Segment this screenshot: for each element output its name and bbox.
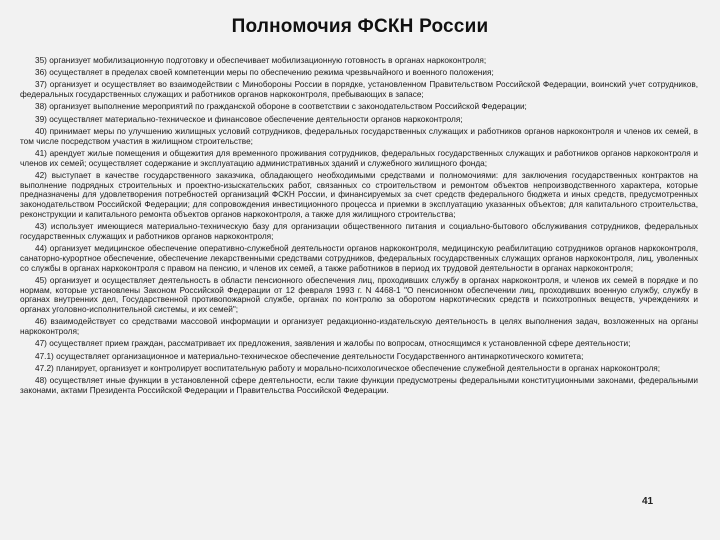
list-item: 41) арендует жилые помещения и общежития для временного проживания сотрудников, федеральных государственных служащих и работников органов наркоконтроля и членов их семей; осуществляет содержание и эксплуатацию административных зданий и служебного жилищного фонда; (20, 148, 698, 168)
list-item: 42) выступает в качестве государственного заказчика, обладающего необходимыми средствами и полномочиями: для заключения государственных контрактов на выполнение подрядных строительных и проектно-изыскательских работ, связанных со строительством и ремонтом объектов непроизводственного характера, которые предназначены для удовлетворения потребностей организаций ФСКН России, и финансируемых за счет средств федерального бюджета и иных средств, предусмотренных законодательством Российской Федерации; для сопровождения инвестиционного процесса и приемки в эксплуатацию указанных объектов; для капитального строительства, реконструкции и капитального ремонта объектов органов наркоконтроля, а также для жилищного строительства; (20, 170, 698, 219)
list-item: 37) организует и осуществляет во взаимодействии с Минобороны России в порядке, установленном Правительством Российской Федерации, воинский учет сотрудников, федеральных государственных служащих и работников органов наркоконтроля, пребывающих в запасе; (20, 80, 698, 100)
powers-list (20, 56, 698, 398)
list-item: 39) осуществляет материально-техническое и финансовое обеспечение деятельности органов наркоконтроля; (35, 114, 463, 124)
page-number: 41 (642, 496, 654, 507)
list-item: 43) использует имеющиеся материально-техническую базу для организации общественного питания и социально-бытового обслуживания сотрудников, федеральных государственных служащих и работников органов наркоконтроля; (20, 222, 698, 241)
list-item: 48) осуществляет иные функции в установленной сфере деятельности, если такие функции предусмотрены федеральными конституционными законами, федеральными законами, актами Президента Российской Федерации и Правительства Российской Федерации. (20, 375, 698, 395)
list-item: 47) осуществляет прием граждан, рассматривает их предложения, заявления и жалобы по вопросам, относящимся к установленной сфере деятельности; (35, 339, 631, 349)
list-item: 36) осуществляет в пределах своей компетенции меры по обеспечению режима чрезвычайного и военного положения; (35, 68, 494, 78)
page-title: Полномочия ФСКН России (231, 16, 489, 37)
list-item: 47.2) планирует, организует и контролирует воспитательную работу и морально-психологическое обеспечение служебной деятельности в органах наркоконтроля; (35, 363, 661, 373)
list-item: 38) организует выполнение мероприятий по гражданской обороне в соответствии с законодательством Российской Федерации; (35, 102, 527, 112)
list-item: 46) взаимодействует со средствами массовой информации и организует редакционно-издательскую деятельность в целях выполнения задач, возложенных на органы наркоконтроля; (20, 317, 698, 337)
list-item: 44) организует медицинское обеспечение оперативно-служебной деятельности органов наркоконтроля, медицинскую реабилитацию сотрудников органов наркоконтроля, санаторно-курортное обеспечение, обеспечение лекарственными средствами сотрудников, федеральных государственных служащих органов наркоконтроля, лиц, уволенных со службы в органах наркоконтроля с правом на пенсию, и членов их семей, а также работников в период их трудовой деятельности в органах наркоконтроля; (20, 244, 698, 273)
list-item: 40) принимает меры по улучшению жилищных условий сотрудников, федеральных государственных служащих и работников органов наркоконтроля и членов их семей, в том числе посредством участия в жилищном строительстве; (20, 126, 698, 146)
list-item: 35) организует мобилизационную подготовку и обеспечивает мобилизационную готовность в органах наркоконтроля; (35, 56, 487, 65)
list-item: 45) организует и осуществляет деятельность в области пенсионного обеспечения лиц, проходивших службу в органах наркоконтроля, и членов их семей в порядке и по нормам, которые установлены Законом Российской Федерации от 12 февраля 1993 г. N 4468-1 "О пенсионном обеспечении лиц, проходивших военную службу, службу в органах внутренних дел, Государственной противопожарной службе, органах по контролю за оборотом наркотических средств и психотропных веществ, учреждениях и органах уголовно-исполнительной системы, и их семей"; (20, 275, 698, 315)
list-item: 47.1) осуществляет организационное и материально-техническое обеспечение деятельности Государственного антинаркотического комитета; (35, 351, 584, 361)
